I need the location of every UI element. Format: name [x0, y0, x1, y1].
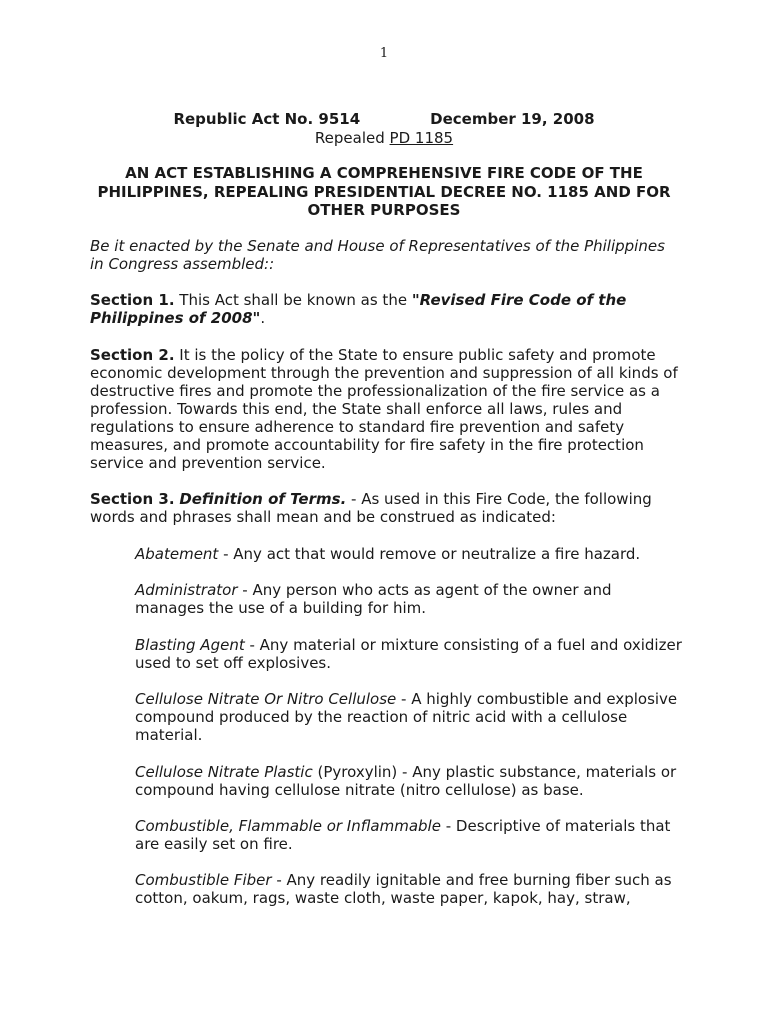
- definition-text: - Descriptive of materials that are easily set on fire.: [135, 817, 671, 853]
- definition-term: Cellulose Nitrate Plastic: [135, 763, 313, 781]
- section-2: [90, 346, 680, 472]
- enacting-clause: Be it enacted by the Senate and House of Representatives of the Philippines in Congress assembled::: [90, 237, 665, 273]
- definition-item: [135, 763, 685, 799]
- repealed-prefix: Repealed: [314, 129, 390, 147]
- section-1-end: .: [260, 309, 266, 327]
- act-title: AN ACT ESTABLISHING A COMPREHENSIVE FIRE CODE OF THE PHILIPPINES, REPEALING PRESIDENTIAL DECREE NO. 1185 AND FOR OTHER PURPOSES: [97, 164, 671, 219]
- definition-item: [135, 871, 685, 907]
- section-2-text: It is the policy of the State to ensure public safety and promote economic development through the prevention and suppression of all kinds of destructive fires and promote the professionalization of the fire service as a profession. Towards this end, the State shall enforce all laws, rules and regulations to ensure adherence to standard fire prevention and safety measures, and promote accountability for fire safety in the fire protection service and prevention service.: [90, 346, 678, 472]
- definition-text: - Any act that would remove or neutralize a fire hazard.: [218, 545, 641, 563]
- section-1-text: This Act shall be known as the: [174, 291, 412, 309]
- definition-term: Combustible Fiber: [135, 871, 272, 889]
- definition-term: Administrator: [135, 581, 238, 599]
- section-3-heading: Definition of Terms.: [179, 490, 347, 508]
- section-1: [90, 291, 680, 327]
- repealed-line: [0, 129, 768, 147]
- definition-term: Cellulose Nitrate Or Nitro Cellulose: [135, 690, 397, 708]
- act-date: December 19, 2008: [430, 110, 595, 128]
- section-1-label: Section 1.: [90, 291, 175, 309]
- definition-term: Combustible, Flammable or Inflammable: [135, 817, 441, 835]
- section-2-label: Section 2.: [90, 346, 175, 364]
- definition-item: [135, 581, 685, 617]
- section-3: [90, 490, 680, 526]
- definition-item: [135, 636, 685, 672]
- definition-text: - Any material or mixture consisting of a fuel and oxidizer used to set off explosives.: [135, 636, 682, 672]
- definition-text: - Any readily ignitable and free burning fiber such as cotton, oakum, rags, waste cloth, waste paper, kapok, hay, straw,: [135, 871, 672, 907]
- act-header: [0, 110, 768, 128]
- definition-item: [135, 545, 685, 563]
- act-number: Republic Act No. 9514: [173, 110, 361, 128]
- section-3-label: Section 3.: [90, 490, 175, 508]
- definition-item: [135, 817, 685, 853]
- definition-item: [135, 690, 685, 744]
- definition-text: (Pyroxylin) - Any plastic substance, materials or compound having cellulose nitrate (nitro cellulose) as base.: [135, 763, 677, 799]
- page-number: 1: [379, 46, 389, 61]
- definition-term: Blasting Agent: [135, 636, 245, 654]
- definition-text: - Any person who acts as agent of the owner and manages the use of a building for him.: [135, 581, 612, 617]
- definition-term: Abatement: [135, 545, 219, 563]
- definition-text: - A highly combustible and explosive compound produced by the reaction of nitric acid with a cellulose material.: [135, 690, 678, 744]
- repealed-link[interactable]: PD 1185: [389, 129, 454, 147]
- section-3-text: - As used in this Fire Code, the following words and phrases shall mean and be construed as indicated:: [90, 490, 652, 526]
- section-1-quoted-title: "Revised Fire Code of the Philippines of 2008": [90, 291, 627, 327]
